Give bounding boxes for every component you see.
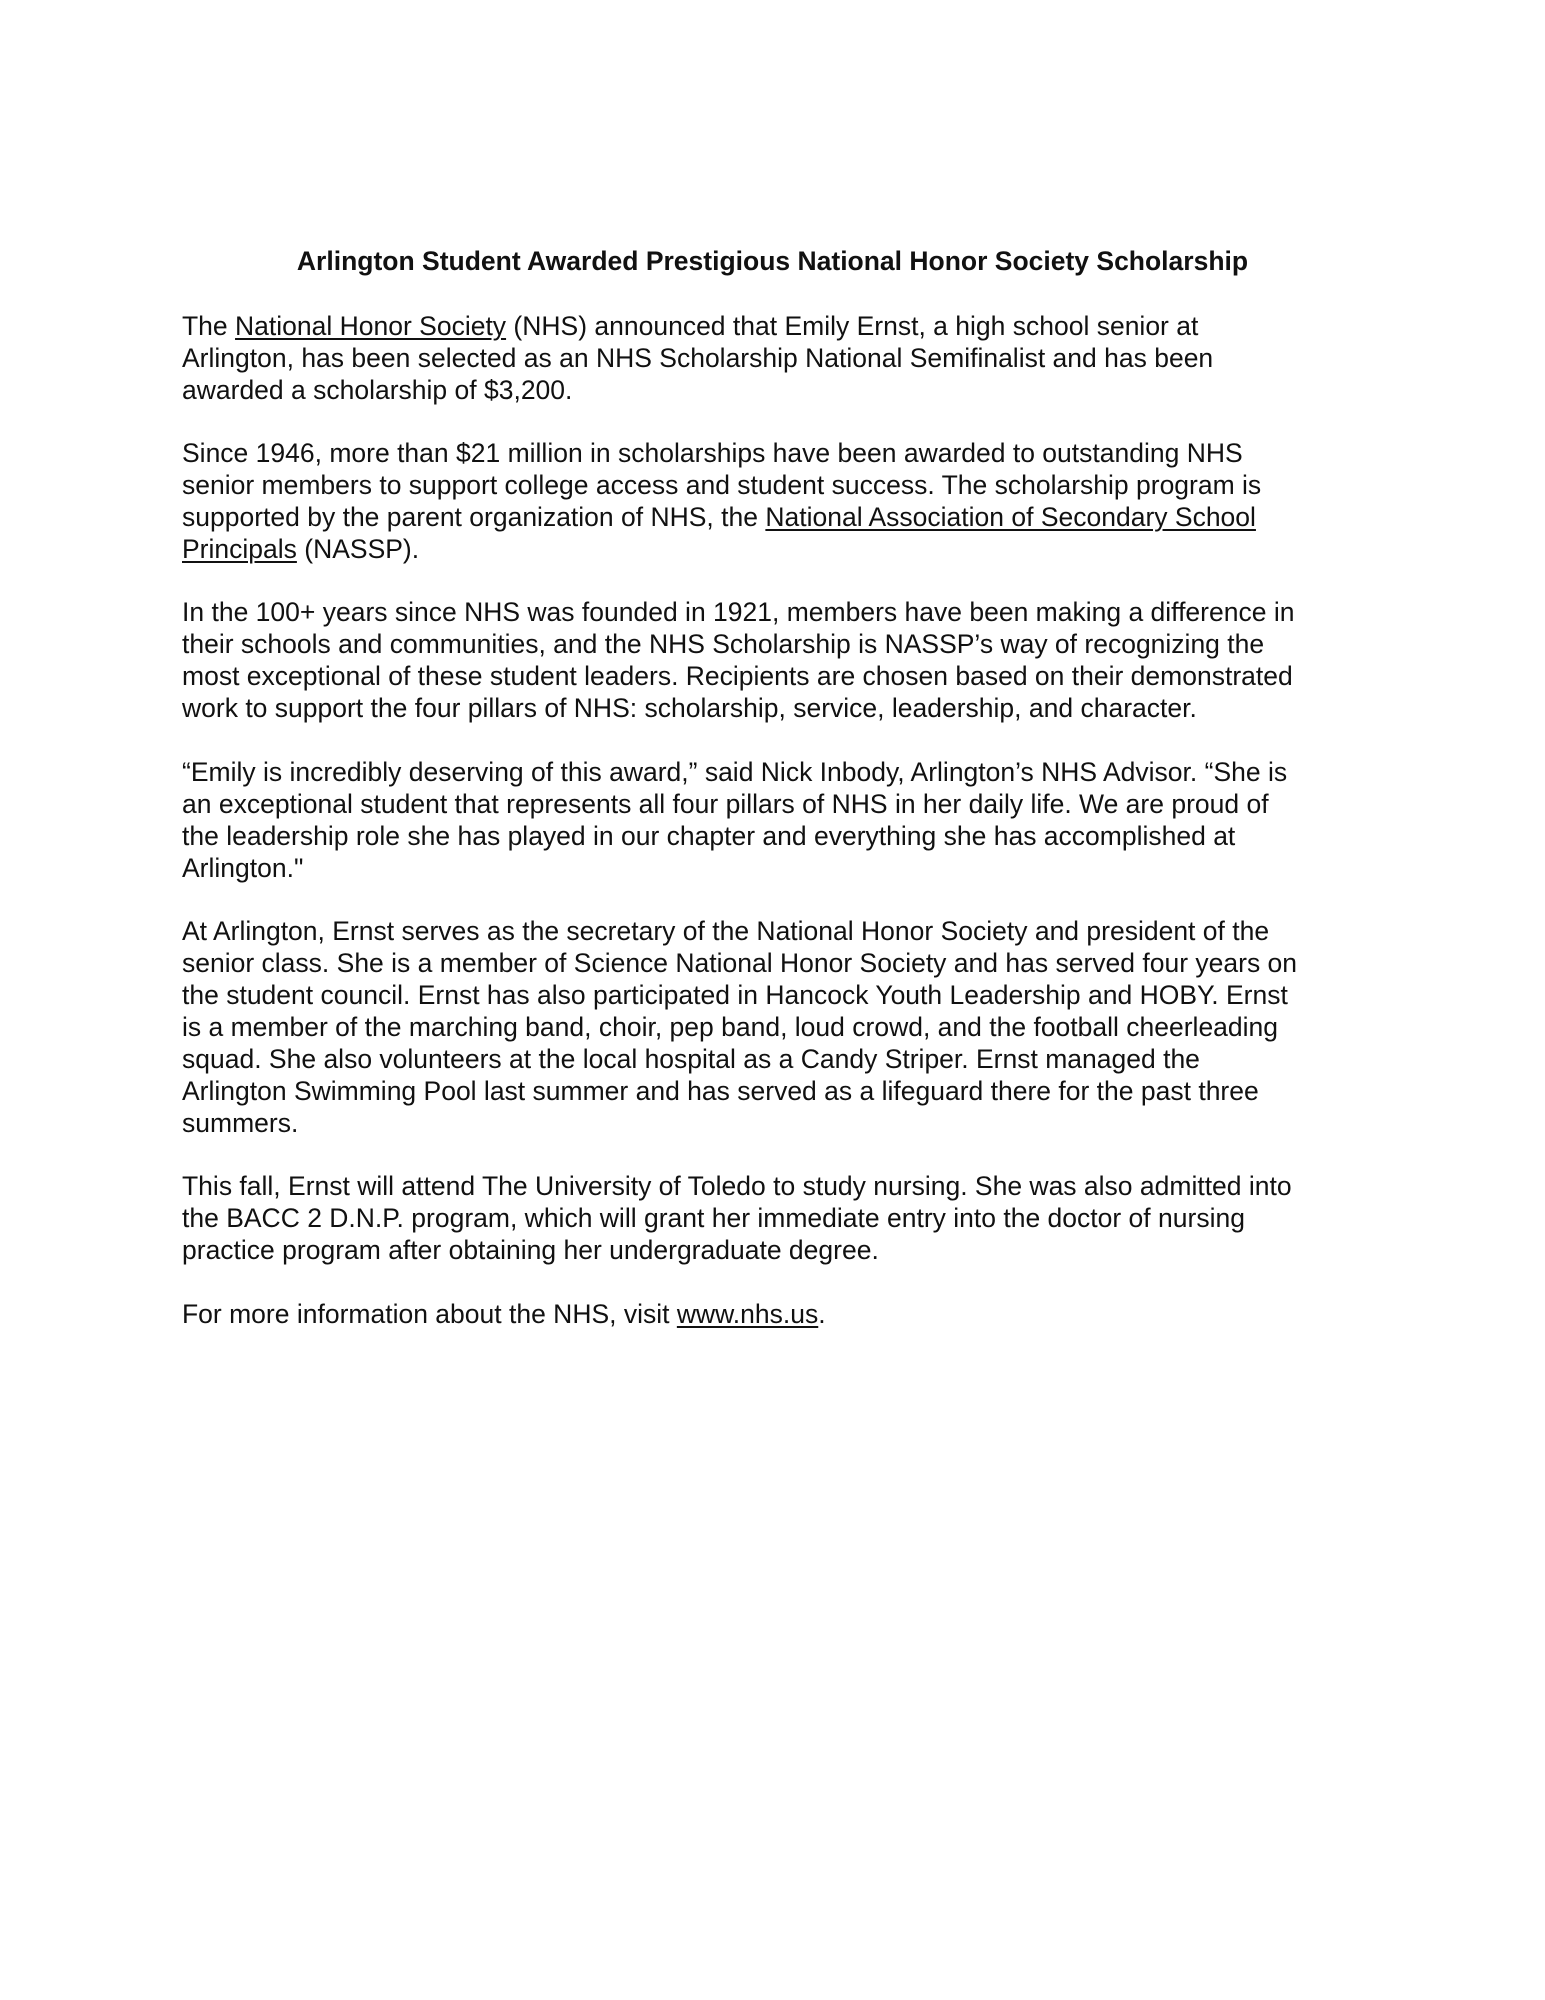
nhs-link[interactable]: National Honor Society xyxy=(235,311,507,341)
text-line xyxy=(182,310,1363,342)
text-line: most exceptional of these student leaders. Recipients are chosen based on their demonstrated xyxy=(182,661,1293,691)
paragraph-quote xyxy=(182,756,1363,884)
text-line: practice program after obtaining her undergraduate degree. xyxy=(182,1235,879,1265)
text-line: an exceptional student that represents all four pillars of NHS in her daily life. We are proud of xyxy=(182,789,1269,819)
text-line: awarded a scholarship of $3,200. xyxy=(182,375,573,405)
text-line xyxy=(182,533,1363,565)
text-line: work to support the four pillars of NHS: scholarship, service, leadership, and character. xyxy=(182,693,1197,723)
text-line: the leadership role she has played in our chapter and everything she has accomplished at xyxy=(182,821,1236,851)
text-line: Arlington, has been selected as an NHS Scholarship National Semifinalist and has been xyxy=(182,343,1214,373)
paragraph-history xyxy=(182,437,1363,565)
text-line: Arlington." xyxy=(182,853,304,883)
text-line: their schools and communities, and the NHS Scholarship is NASSP’s way of recognizing the xyxy=(182,629,1265,659)
text-line: is a member of the marching band, choir, pep band, loud crowd, and the football cheerleading xyxy=(182,1012,1279,1042)
text-run: supported by the parent organization of NHS, the xyxy=(182,502,766,532)
text-line: the BACC 2 D.N.P. program, which will grant her immediate entry into the doctor of nursing xyxy=(182,1203,1245,1233)
text-run: (NASSP). xyxy=(296,534,420,564)
nhs-website-link[interactable]: www.nhs.us xyxy=(676,1299,819,1329)
document-title: Arlington Student Awarded Prestigious National Honor Society Scholarship xyxy=(296,246,1249,276)
text-line: At Arlington, Ernst serves as the secretary of the National Honor Society and president of the xyxy=(182,916,1270,946)
paragraph-announcement xyxy=(182,310,1363,406)
paragraph-future-plans xyxy=(182,1170,1363,1266)
text-line xyxy=(182,1298,1363,1330)
text-run: (NHS) announced that Emily Ernst, a high school senior at xyxy=(506,311,1199,341)
text-run: . xyxy=(818,1299,826,1329)
text-line: senior class. She is a member of Science National Honor Society and has served four years on xyxy=(182,948,1298,978)
text-line: In the 100+ years since NHS was founded in 1921, members have been making a difference in xyxy=(182,597,1295,627)
text-line: This fall, Ernst will attend The University of Toledo to study nursing. She was also admitted into xyxy=(182,1171,1292,1201)
text-line: senior members to support college access and student success. The scholarship program is xyxy=(182,470,1262,500)
text-line: Since 1946, more than $21 million in scholarships have been awarded to outstanding NHS xyxy=(182,438,1243,468)
text-line xyxy=(182,501,1363,533)
text-line: summers. xyxy=(182,1108,299,1138)
paragraph-pillars xyxy=(182,596,1363,724)
text-run: For more information about the NHS, visit xyxy=(182,1299,677,1329)
text-line: the student council. Ernst has also participated in Hancock Youth Leadership and HOBY. Ernst xyxy=(182,980,1288,1010)
text-line: squad. She also volunteers at the local hospital as a Candy Striper. Ernst managed the xyxy=(182,1044,1200,1074)
nassp-link[interactable]: National Association of Secondary School xyxy=(765,502,1256,532)
nassp-link-continued[interactable]: Principals xyxy=(182,534,297,564)
paragraph-activities xyxy=(182,915,1363,1139)
text-line: “Emily is incredibly deserving of this award,” said Nick Inbody, Arlington’s NHS Advisor. “She is xyxy=(182,757,1288,787)
paragraph-more-info xyxy=(182,1298,1363,1330)
text-line: Arlington Swimming Pool last summer and has served as a lifeguard there for the past three xyxy=(182,1076,1259,1106)
text-run: The xyxy=(182,311,236,341)
